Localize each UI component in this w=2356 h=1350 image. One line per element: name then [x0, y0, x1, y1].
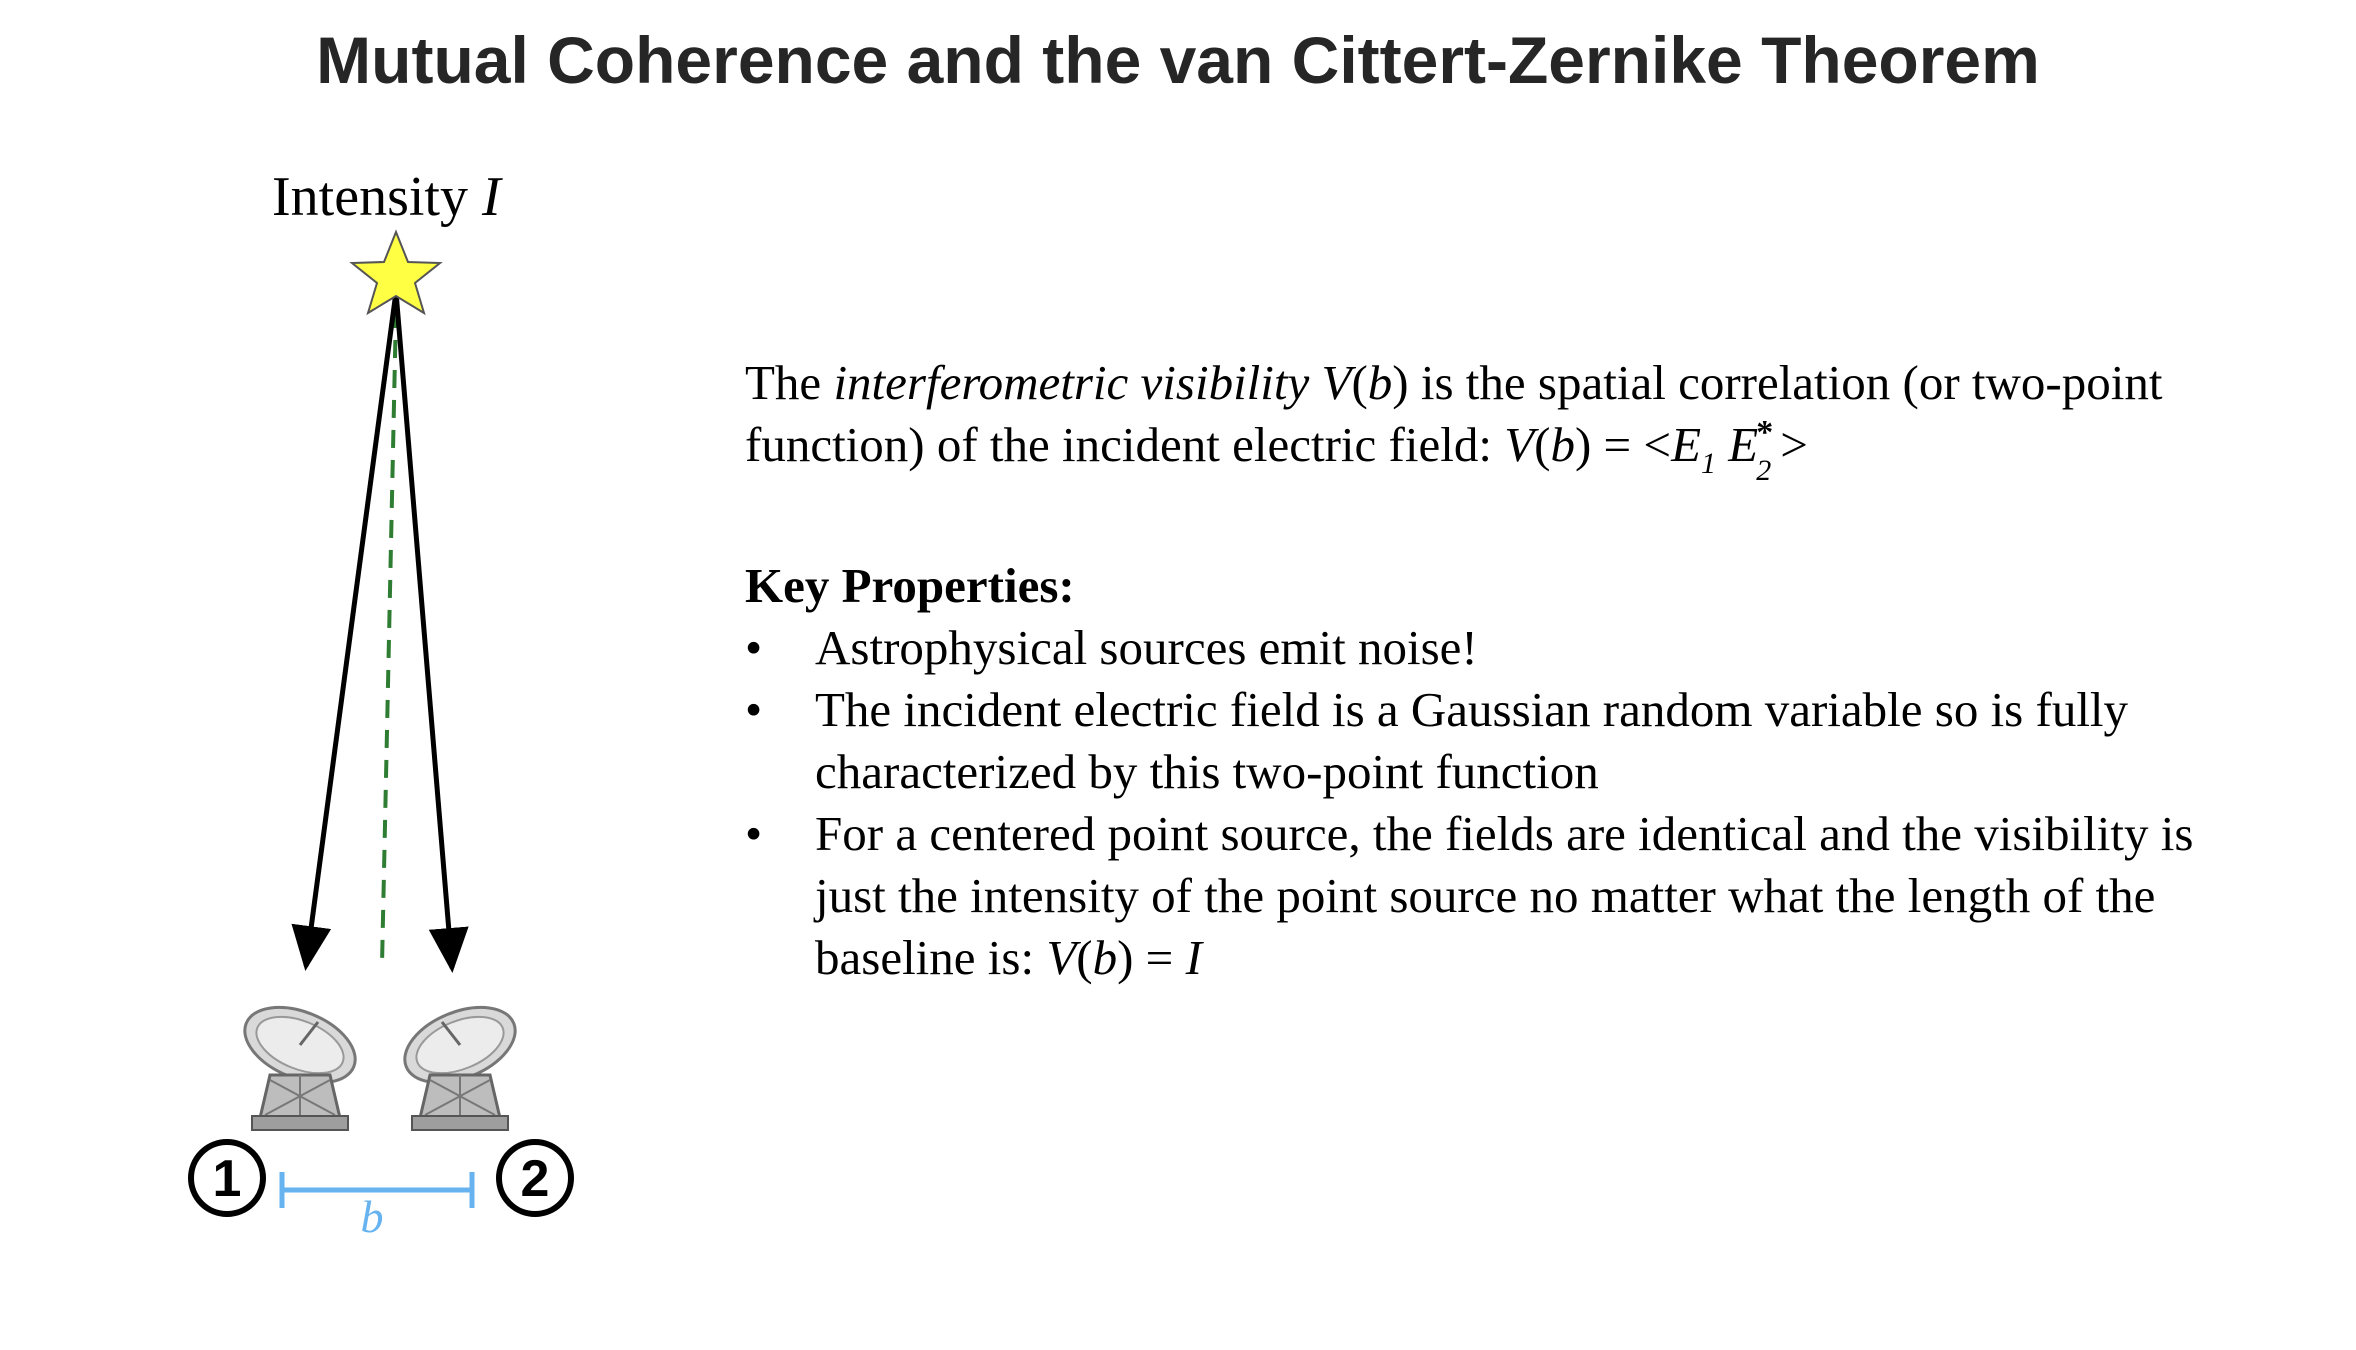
formula-conjugate-star: * [1756, 414, 1774, 451]
formula-e1: E [1671, 417, 1701, 472]
intro-term-visibility: interferometric visibility V [833, 355, 1352, 410]
antenna-2-number-badge [499, 1142, 571, 1214]
ray-to-antenna-2 [396, 292, 452, 968]
formula-e1-subscript: 1 [1701, 447, 1716, 480]
source-label-text: Intensity [272, 166, 482, 228]
bullet-1-text: Astrophysical sources emit noise! [815, 620, 1478, 675]
formula-equals: ) = < [1574, 417, 1672, 472]
radio-dish-antenna-2-icon [394, 993, 526, 1130]
bullet-2-text: The incident electric field is a Gaussian random variable so is fully characterized by this two-point function [815, 682, 2129, 799]
intro-text-2: ) is the spatial correlation (or two-point function) of the incident electric field: [745, 355, 2163, 472]
key-properties-list [745, 617, 2215, 989]
bullet-3-v: V [1046, 930, 1077, 985]
explanation-text [745, 352, 2215, 989]
bullet-3-paren-open: ( [1076, 930, 1093, 985]
formula-e2-subscript: 2 [1756, 454, 1772, 487]
intro-text-1: The [745, 355, 834, 410]
baseline-label: b [360, 1191, 384, 1242]
radio-dish-antenna-1-icon [234, 993, 366, 1130]
formula-close: > [1780, 417, 1808, 472]
center-line-of-sight [382, 310, 396, 965]
list-item [745, 803, 2215, 989]
key-properties-heading: Key Properties: [745, 558, 1075, 613]
bullet-3-i: I [1185, 930, 1202, 985]
visibility-definition [745, 352, 2215, 495]
list-item [745, 617, 2215, 679]
intro-var-b: b [1367, 355, 1393, 410]
formula-b: b [1550, 417, 1575, 472]
antenna-1-number-badge [191, 1142, 263, 1214]
antenna-2-label: 2 [520, 1150, 550, 1208]
source-intensity-label [272, 166, 503, 228]
formula-e2-scripts [1756, 414, 1780, 487]
bullet-3-equals: ) = [1117, 930, 1186, 985]
formula-v: V [1504, 417, 1535, 472]
antenna-1-label: 1 [212, 1150, 242, 1208]
bullet-3-b: b [1092, 930, 1118, 985]
list-item [745, 679, 2215, 803]
formula-e2: E [1716, 417, 1759, 472]
bullet-3-text: For a centered point source, the fields are identical and the visibility is just the intensity of the point source no matter what the length of the baseline is: [815, 806, 2194, 985]
page-title: Mutual Coherence and the van Cittert-Zernike Theorem [316, 23, 2040, 97]
source-label-symbol: I [481, 166, 501, 228]
formula-paren-open: ( [1534, 417, 1551, 472]
intro-paren-open: ( [1351, 355, 1368, 410]
